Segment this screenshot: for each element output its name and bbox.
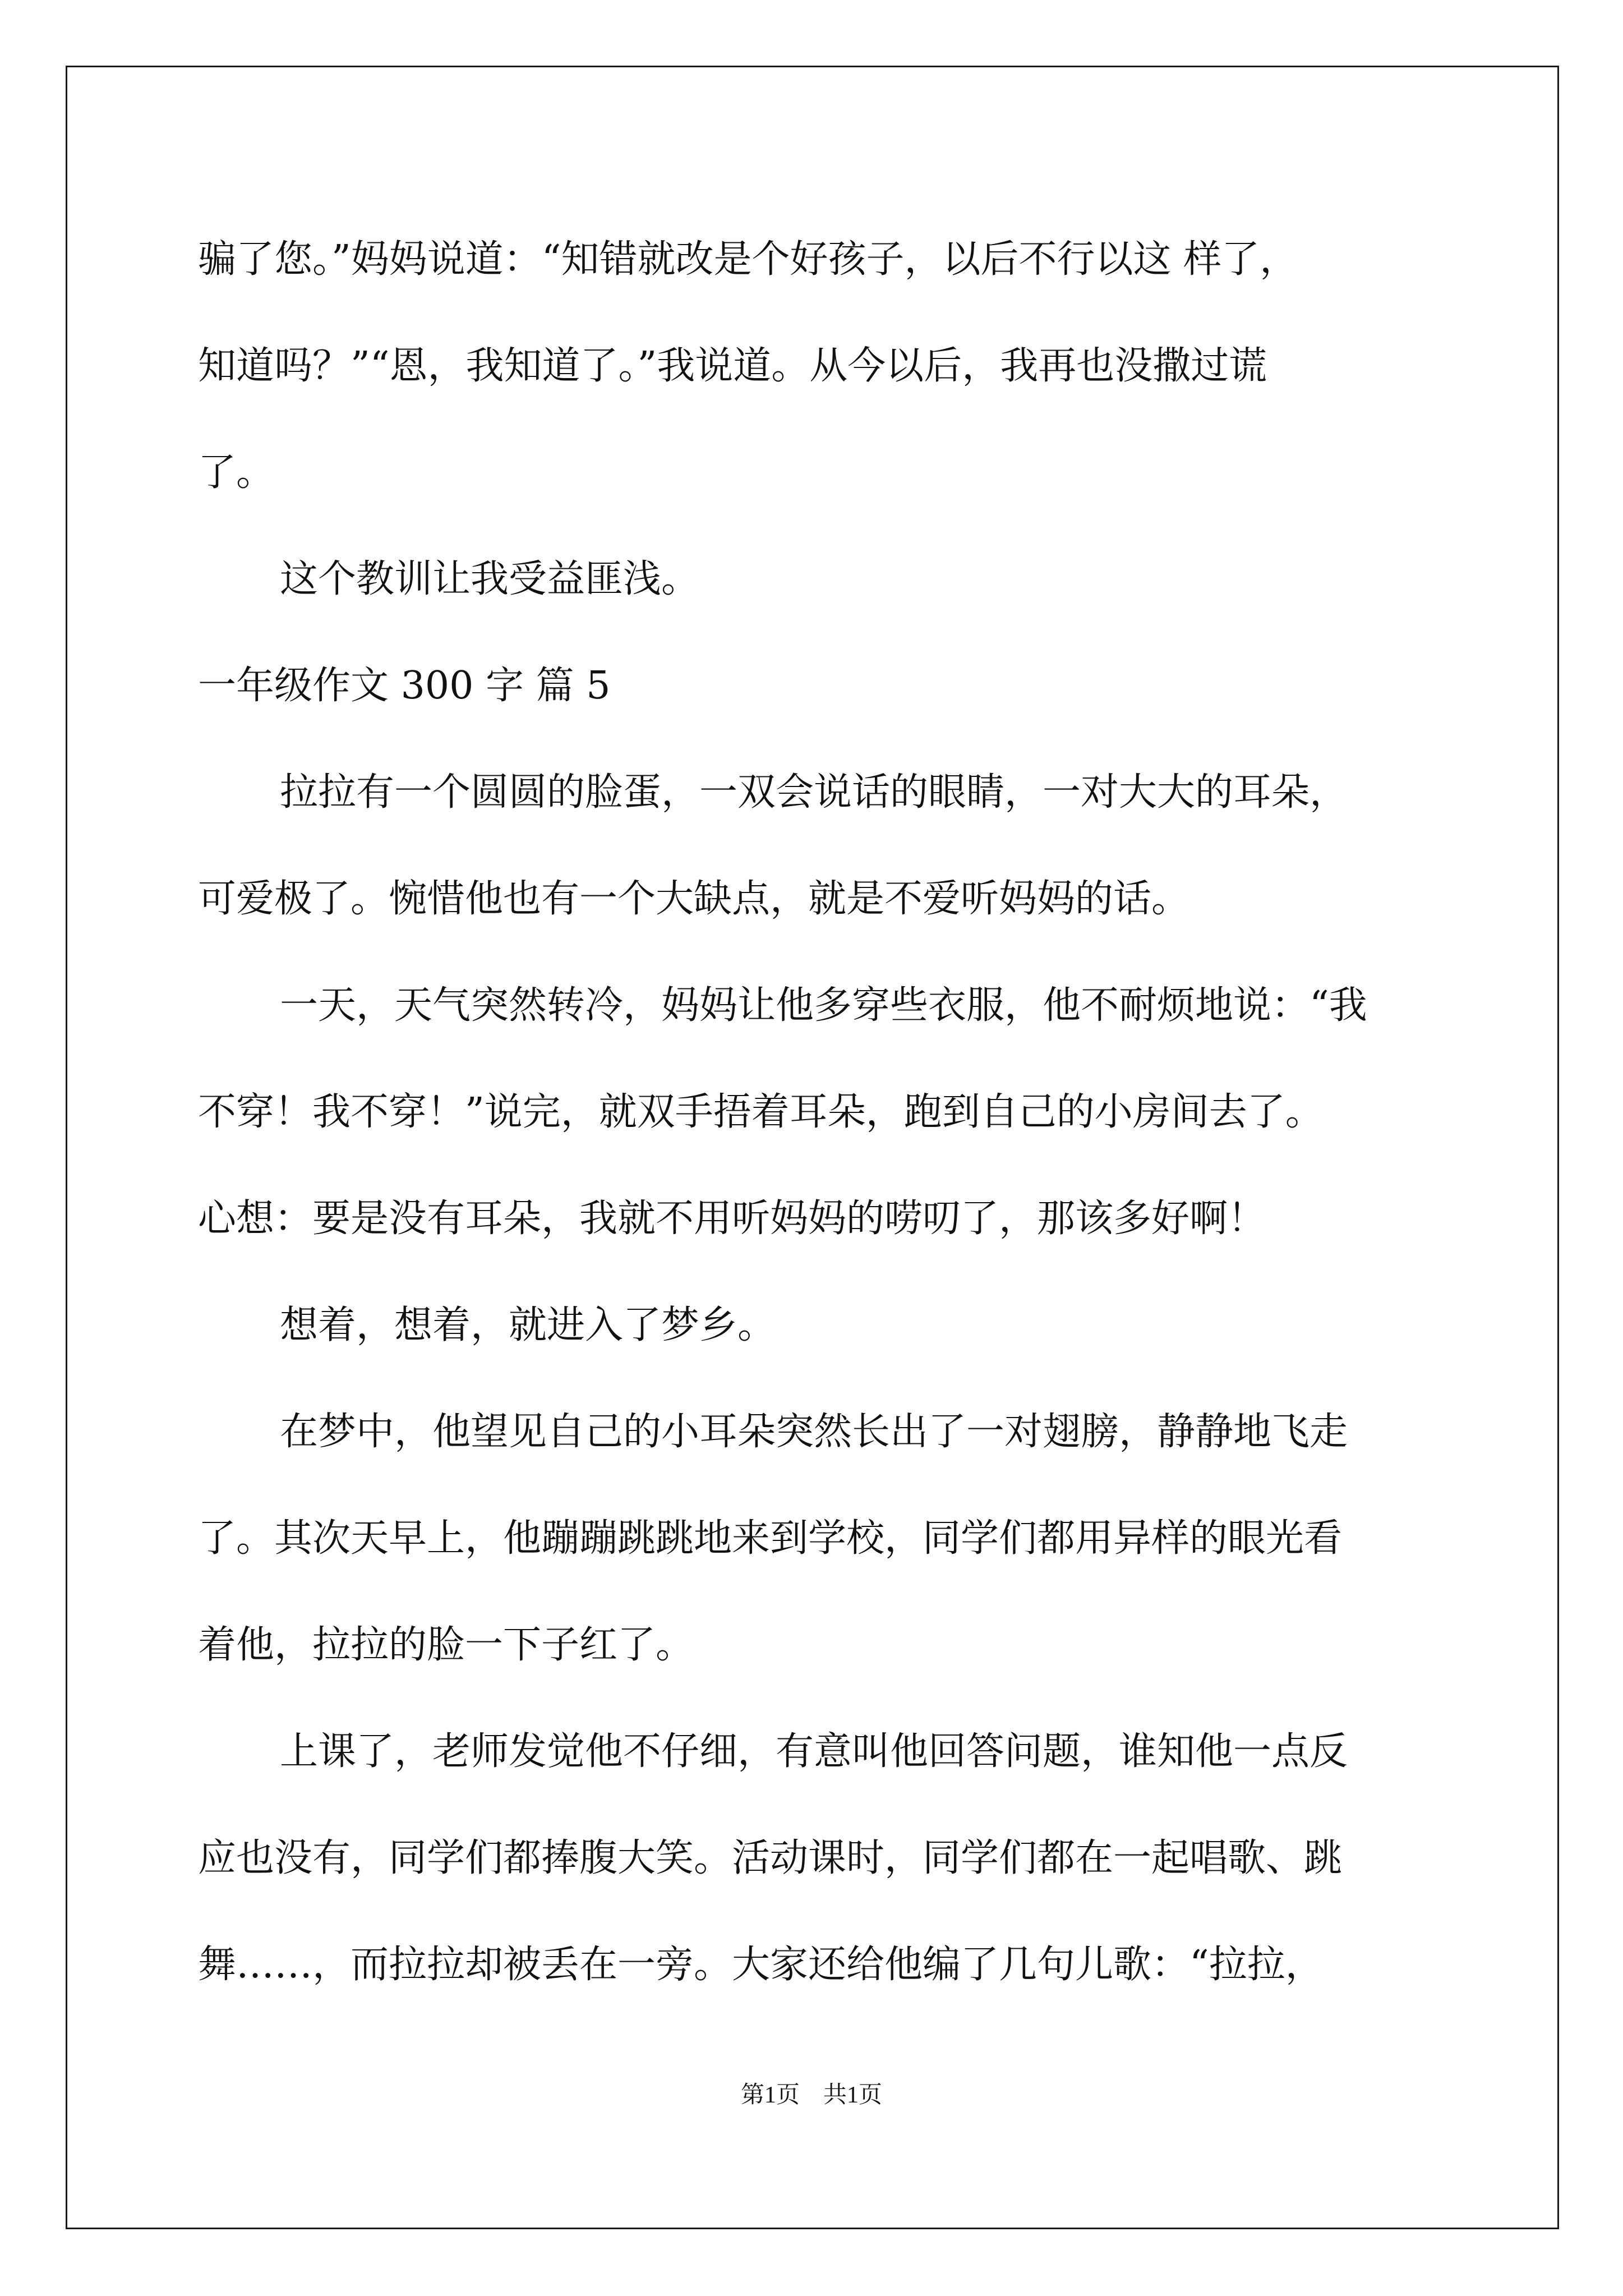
paragraph-line: 这个教训让我受益匪浅。	[280, 557, 700, 601]
text-line: 心想：要是没有耳朵，我就不用听妈妈的唠叨了，那该多好啊！	[198, 1197, 1266, 1241]
text-line: 了。其次天早上，他蹦蹦跳跳地来到学校，同学们都用异样的眼光看	[198, 1516, 1343, 1561]
text-line: 了。	[198, 450, 275, 495]
text-line: 舞……，而拉拉却被丢在一旁。大家还给他编了几句儿歌：“拉拉，	[198, 1943, 1324, 1987]
paragraph-line: 拉拉有一个圆圆的脸蛋，一双会说话的眼睛，一对大大的耳朵，	[280, 770, 1348, 815]
text-line: 可爱极了。惋惜他也有一个大缺点，就是不爱听妈妈的话。	[198, 877, 1190, 921]
paragraph-line: 一天，天气突然转冷，妈妈让他多穿些衣服，他不耐烦地说：“我	[280, 983, 1367, 1028]
text-line: 着他，拉拉的脸一下子红了。	[198, 1623, 694, 1667]
document-body	[198, 206, 1453, 2018]
page-number-footer: 第1页 共1页	[740, 2082, 882, 2108]
text-line: 应也没有，同学们都捧腹大笑。活动课时，同学们都在一起唱歌、跳	[198, 1836, 1343, 1880]
paragraph-line: 想着，想着，就进入了梦乡。	[280, 1303, 776, 1347]
paragraph-line: 上课了，老师发觉他不仔细，有意叫他回答问题，谁知他一点反	[280, 1729, 1348, 1774]
section-heading: 一年级作文 300 字 篇 5	[198, 664, 611, 708]
text-line: 不穿！我不穿！”说完，就双手捂着耳朵，跑到自己的小房间去了。	[198, 1090, 1324, 1134]
paragraph-line: 在梦中，他望见自己的小耳朵突然长出了一对翅膀，静静地飞走	[280, 1410, 1348, 1454]
text-line: 知道吗？”“恩，我知道了。”我说道。从今以后，我再也没撒过谎	[198, 344, 1267, 388]
text-line: 骗了您。”妈妈说道：“知错就改是个好孩子，以后不行以这 样了，	[198, 237, 1298, 282]
